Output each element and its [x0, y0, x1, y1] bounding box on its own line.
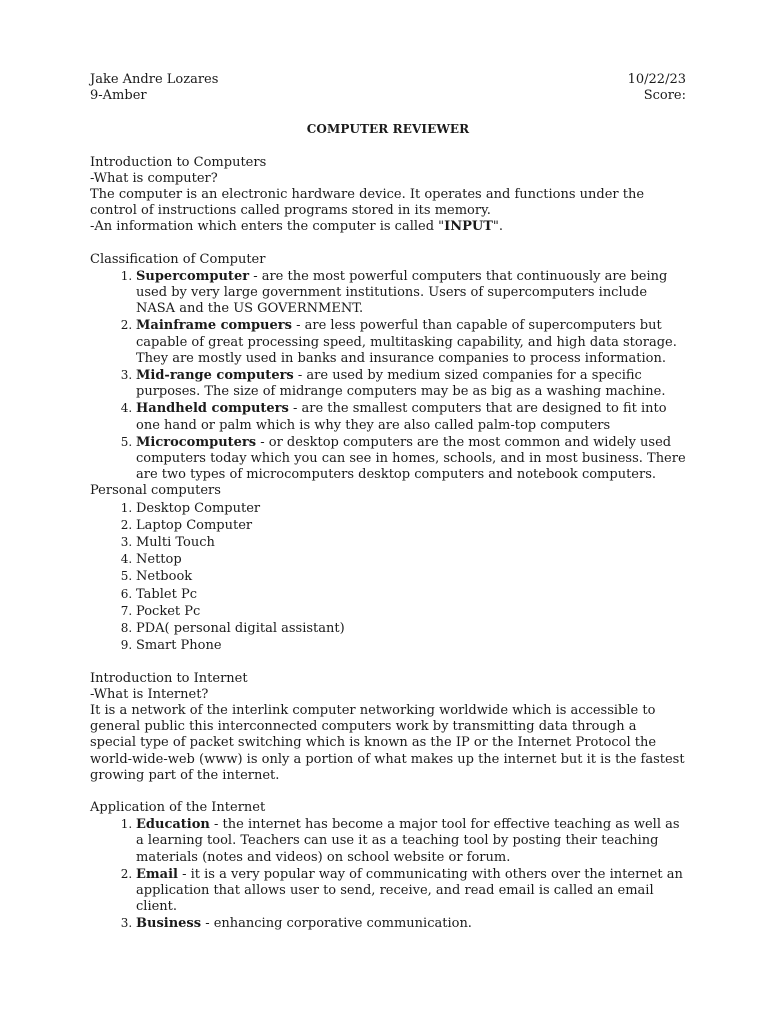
list-item: 6. Tablet Pc: [136, 586, 686, 603]
input-definition: [90, 219, 686, 235]
list-item-desc: - are the most powerful computers that continuously are being used by very large government institutions. Users of supercomputers include NASA and the US GOVERNMENT.: [136, 268, 668, 317]
list-item-desc: - are used by medium sized companies for a specific purposes. The size of midrange computers may be as big as a washing machine.: [136, 368, 666, 400]
list-item-desc: - are the smallest computers that are designed to fit into one hand or palm which is why they are also called palm-top computers: [136, 401, 667, 433]
personal-heading: Personal computers: [90, 483, 221, 499]
list-item: 9. Smart Phone: [136, 637, 686, 654]
list-item-term: Mainframe compuers: [136, 318, 292, 334]
list-item-desc: - enhancing corporative communication.: [201, 916, 472, 932]
application-list: [90, 816, 686, 932]
document-page: [90, 72, 686, 933]
student-info: [90, 72, 218, 104]
list-item-term: Email: [136, 866, 178, 882]
list-item: 7. Pocket Pc: [136, 603, 686, 620]
list-item-desc: - or desktop computers are the most common and widely used computers today which you can see in homes, schools, and in most business. There are two types of microcomputers desktop computers and notebook computers.: [136, 434, 686, 483]
list-item: [136, 866, 686, 916]
list-item: 4. Nettop: [136, 551, 686, 568]
list-item-term: Supercomputer: [136, 268, 250, 284]
intro-internet-question: -What is Internet?: [90, 686, 209, 702]
intro-internet-heading: Introduction to Internet: [90, 670, 248, 686]
list-item: 2. Laptop Computer: [136, 517, 686, 534]
classification-heading: Classification of Computer: [90, 251, 266, 267]
student-section: 9-Amber: [90, 88, 147, 104]
personal-list: [90, 500, 686, 655]
list-item: 8. PDA( personal digital assistant): [136, 620, 686, 637]
list-item: [136, 317, 686, 367]
list-item-desc: - the internet has become a major tool for effective teaching as well as a learning tool. Teachers can use it as a teaching tool by posting their teaching materials (notes and videos) on school website or forum.: [136, 817, 680, 865]
intro-internet-body: It is a network of the interlink computer networking worldwide which is accessible to general public this interconnected computers work by transmitting data through a special type of packet switching which is known as the IP or the Internet Protocol the world-wide-web (www) is only a portion of what makes up the internet but it is the fastest growing part of the internet.: [90, 702, 685, 783]
input-prefix: -An information which enters the computer is called ": [90, 219, 445, 235]
list-item: [136, 816, 686, 866]
date: 10/22/23: [627, 72, 686, 87]
list-item-term: Business: [136, 916, 202, 932]
list-item: [136, 367, 686, 400]
list-item: 3. Multi Touch: [136, 534, 686, 551]
input-suffix: ".: [492, 219, 504, 235]
list-item-term: Microcomputers: [136, 434, 257, 450]
list-item: 5. Netbook: [136, 568, 686, 585]
header: [90, 72, 686, 104]
intro-computers-body: The computer is an electronic hardware device. It operates and functions under the control of instructions called programs stored in its memory.: [90, 187, 645, 219]
intro-computers-heading: Introduction to Computers: [90, 154, 267, 170]
list-item: 1. Desktop Computer: [136, 500, 686, 517]
list-item: [136, 434, 686, 484]
list-item-term: Handheld computers: [136, 401, 289, 417]
list-item-desc: - are less powerful than capable of supercomputers but capable of great processing speed, multitasking capability, and high data storage. They are mostly used in banks and insurance companies to process information.: [136, 318, 677, 366]
list-item: [136, 268, 686, 318]
input-term: INPUT: [444, 219, 493, 235]
list-item-desc: - it is a very popular way of communicating with others over the internet an application that allows user to send, receive, and read email is called an email client.: [136, 866, 683, 915]
application-heading: Application of the Internet: [90, 799, 266, 815]
intro-computers-question: -What is computer?: [90, 170, 218, 186]
score-label: Score:: [643, 88, 686, 104]
date-score: [628, 72, 686, 104]
list-item-term: Education: [136, 817, 210, 833]
document-title: COMPUTER REVIEWER: [306, 122, 470, 137]
student-name: Jake Andre Lozares: [90, 72, 219, 87]
classification-list: [90, 268, 686, 484]
list-item: [136, 400, 686, 433]
list-item: [136, 915, 686, 932]
list-item-term: Mid-range computers: [136, 368, 294, 384]
